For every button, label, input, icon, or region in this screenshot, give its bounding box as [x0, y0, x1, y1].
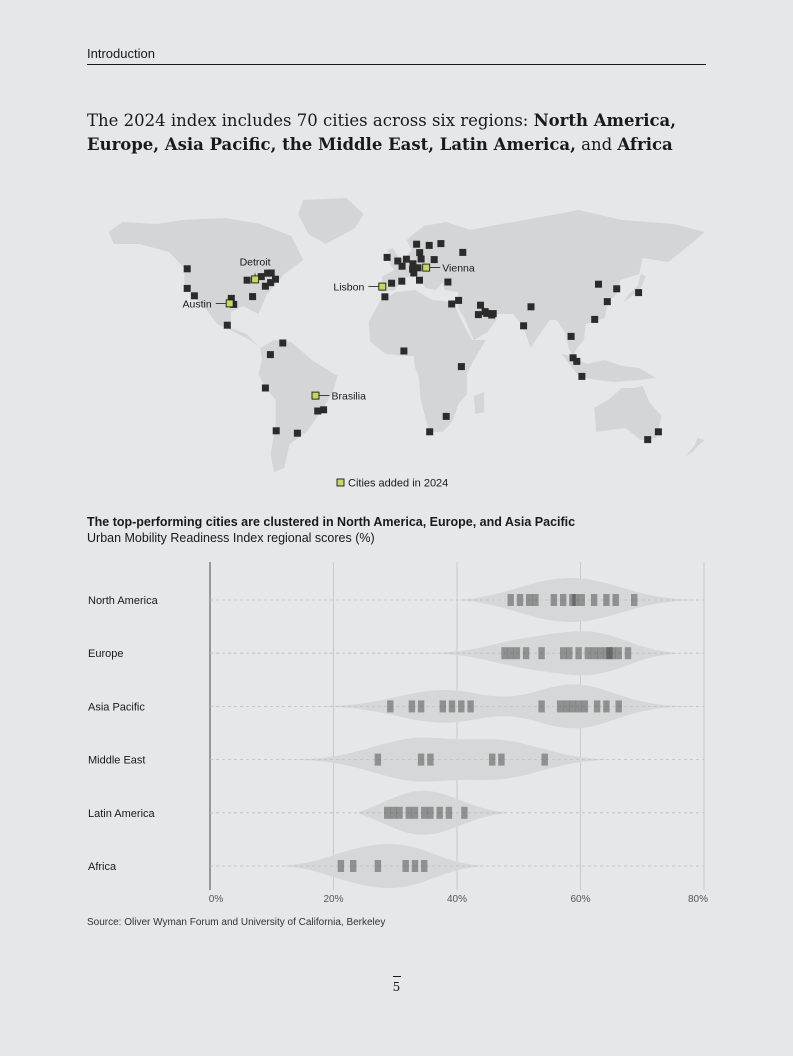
city-marker	[244, 277, 251, 284]
city-score-mark	[603, 594, 609, 606]
city-score-mark	[421, 807, 427, 819]
new-city-marker	[252, 276, 259, 283]
page-number-value: 5	[392, 980, 401, 994]
landmass-new-zealand	[686, 438, 705, 456]
row-label: Europe	[88, 648, 124, 661]
landmass-north-america	[109, 218, 304, 348]
city-score-mark	[409, 700, 415, 712]
city-marker	[568, 333, 575, 340]
city-marker	[426, 428, 433, 435]
city-marker	[388, 280, 395, 287]
city-score-mark	[597, 647, 603, 659]
row-label: Asia Pacific	[88, 701, 145, 714]
city-score-mark	[421, 860, 427, 872]
city-marker	[399, 263, 406, 270]
row-label: Latin America	[88, 807, 155, 820]
city-score-mark	[557, 700, 563, 712]
city-marker	[320, 406, 327, 413]
city-marker	[459, 249, 466, 256]
city-marker	[482, 308, 489, 315]
row-north-america	[88, 594, 637, 607]
city-marker	[595, 281, 602, 288]
city-score-mark	[384, 807, 390, 819]
new-city-label: Vienna	[442, 262, 475, 275]
city-marker	[294, 430, 301, 437]
headline-regions: North America, Europe, Asia Pacific, the Middle East, Latin America,	[87, 111, 676, 154]
city-score-mark	[542, 754, 548, 766]
city-score-mark	[508, 594, 514, 606]
row-latin-america	[88, 807, 468, 820]
city-marker	[644, 436, 651, 443]
city-marker	[458, 363, 465, 370]
city-score-mark	[538, 700, 544, 712]
row-label: Middle East	[88, 754, 146, 767]
city-marker	[475, 311, 482, 318]
city-marker	[520, 322, 527, 329]
city-score-mark	[575, 700, 581, 712]
city-score-mark	[563, 700, 569, 712]
landmass-japan	[624, 274, 646, 302]
city-marker	[635, 289, 642, 296]
city-marker	[528, 303, 535, 310]
regional-scores-chart	[80, 560, 720, 910]
city-score-mark	[375, 860, 381, 872]
city-score-mark	[591, 594, 597, 606]
row-label: North America	[88, 595, 158, 607]
new-city-marker	[312, 392, 319, 399]
page-headline	[87, 109, 707, 157]
city-score-mark	[631, 594, 637, 606]
x-tick-label: 20%	[323, 894, 344, 905]
city-marker	[578, 373, 585, 380]
city-score-mark	[437, 807, 443, 819]
city-marker	[413, 241, 420, 248]
page-number-rule	[393, 976, 401, 977]
new-city-marker	[423, 264, 430, 271]
city-score-mark	[418, 754, 424, 766]
city-score-mark	[560, 594, 566, 606]
city-score-mark	[560, 647, 566, 659]
city-marker	[455, 297, 462, 304]
city-score-mark	[517, 594, 523, 606]
new-city-label: Brasilia	[331, 390, 366, 403]
new-city-label: Lisbon	[333, 281, 365, 294]
city-marker	[448, 301, 455, 308]
city-marker	[224, 322, 231, 329]
landmass-australia	[594, 386, 661, 440]
page-number	[0, 976, 793, 994]
legend-label: Cities added in 2024	[348, 477, 449, 490]
city-score-mark	[396, 807, 402, 819]
chart-title: The top-performing cities are clustered in North America, Europe, and Asia Pacific	[87, 515, 576, 529]
city-score-mark	[467, 700, 473, 712]
landmass-greenland	[298, 198, 364, 244]
city-marker	[384, 254, 391, 261]
city-score-mark	[514, 647, 520, 659]
headline-region-last: Africa	[617, 135, 673, 154]
city-score-mark	[616, 647, 622, 659]
city-score-mark	[603, 700, 609, 712]
city-score-mark	[532, 594, 538, 606]
city-marker	[416, 249, 423, 256]
city-score-mark	[418, 700, 424, 712]
city-score-mark	[446, 807, 452, 819]
city-marker	[273, 427, 280, 434]
new-city-label: Austin	[182, 298, 212, 311]
city-marker	[591, 316, 598, 323]
city-marker	[262, 385, 269, 392]
city-score-mark	[551, 594, 557, 606]
city-score-mark	[609, 647, 615, 659]
city-score-mark	[449, 700, 455, 712]
city-score-mark	[526, 594, 532, 606]
new-city-marker	[379, 283, 386, 290]
city-marker	[267, 351, 274, 358]
city-marker	[249, 293, 256, 300]
x-tick-label: 40%	[446, 894, 468, 905]
city-marker	[403, 256, 410, 263]
city-marker	[437, 240, 444, 247]
city-score-mark	[572, 594, 578, 606]
city-marker	[443, 413, 450, 420]
city-score-mark	[390, 807, 396, 819]
city-score-mark	[338, 860, 344, 872]
x-tick-label: 80%	[687, 894, 709, 905]
city-score-mark	[508, 647, 514, 659]
headline-intro: The 2024 index includes 70 cities across six regions:	[87, 111, 534, 130]
city-score-mark	[440, 700, 446, 712]
city-marker	[400, 348, 407, 355]
city-marker	[398, 278, 405, 285]
city-score-mark	[387, 700, 393, 712]
city-score-mark	[585, 647, 591, 659]
chart-x-axis	[209, 894, 708, 905]
city-marker	[490, 310, 497, 317]
x-tick-label: 60%	[570, 894, 591, 905]
headline-conj: and	[575, 135, 618, 154]
city-score-mark	[412, 807, 418, 819]
city-score-mark	[579, 594, 585, 606]
world-landmass	[109, 198, 705, 472]
city-score-mark	[412, 860, 418, 872]
city-marker	[444, 279, 451, 286]
city-marker	[184, 265, 191, 272]
city-marker	[184, 285, 191, 292]
city-marker	[410, 270, 417, 277]
world-city-map	[80, 190, 720, 500]
city-marker	[426, 242, 433, 249]
city-score-mark	[406, 807, 412, 819]
section-label: Introduction	[87, 46, 706, 65]
city-score-mark	[566, 647, 572, 659]
row-africa	[88, 860, 427, 873]
city-marker	[381, 293, 388, 300]
city-score-mark	[501, 647, 507, 659]
landmass-madagascar	[474, 392, 484, 414]
city-marker	[477, 302, 484, 309]
map-legend	[337, 478, 448, 490]
city-score-mark	[625, 647, 631, 659]
city-marker	[604, 298, 611, 305]
city-marker	[268, 270, 275, 277]
city-score-mark	[489, 754, 495, 766]
city-marker	[573, 358, 580, 365]
row-label: Africa	[88, 861, 117, 873]
x-tick-label: 0%	[208, 894, 224, 905]
city-score-mark	[582, 700, 588, 712]
city-score-mark	[538, 647, 544, 659]
city-score-mark	[575, 647, 581, 659]
chart-source: Source: Oliver Wyman Forum and University of California, Berkeley	[87, 917, 386, 928]
city-marker	[655, 428, 662, 435]
city-score-mark	[403, 860, 409, 872]
city-marker	[262, 283, 269, 290]
city-score-mark	[591, 647, 597, 659]
city-marker	[431, 256, 438, 263]
city-score-mark	[523, 647, 529, 659]
city-marker	[418, 256, 425, 263]
new-city-marker	[226, 300, 233, 307]
city-marker	[416, 277, 423, 284]
city-marker	[279, 340, 286, 347]
chart-gridlines	[210, 562, 704, 890]
city-score-mark	[613, 594, 619, 606]
city-score-mark	[375, 754, 381, 766]
city-score-mark	[498, 754, 504, 766]
chart-subtitle: Urban Mobility Readiness Index regional scores (%)	[87, 531, 375, 545]
city-score-mark	[427, 754, 433, 766]
city-score-mark	[616, 700, 622, 712]
city-score-mark	[594, 700, 600, 712]
legend-swatch	[337, 479, 344, 486]
city-score-mark	[427, 807, 433, 819]
landmass-south-america	[259, 340, 338, 472]
city-marker	[613, 285, 620, 292]
city-score-mark	[569, 700, 575, 712]
city-score-mark	[350, 860, 356, 872]
new-city-label: Detroit	[239, 256, 271, 269]
new-city-lisbon	[333, 282, 385, 294]
city-score-mark	[458, 700, 464, 712]
city-score-mark	[461, 807, 467, 819]
